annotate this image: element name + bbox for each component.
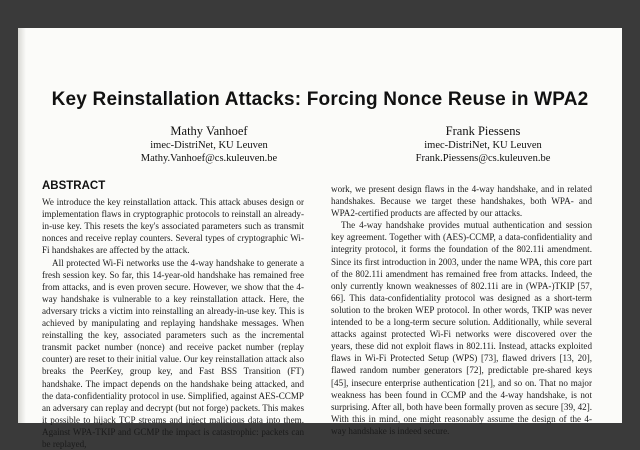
- abstract-paragraph-2: All protected Wi-Fi networks use the 4-way handshake to generate a fresh session key. So far, this 14-year-old handshake has remained free from attacks, and is even proven secure. However, we show that the 4-way handshake is vulnerable to a key reinstallation attack. Here, the adversary tricks a victim into reinstalling an already-in-use key. This is achieved by manipulating and replaying handshake messages. When reinstalling the key, associated parameters such as the incremental transmit packet number (nonce) and receive packet number (replay counter) are reset to their initial value. Our key reinstallation attack also breaks the PeerKey, group key, and Fast BSS Transition (FT) handshake. The impact depends on the handshake being attacked, and the data-confidentiality protocol in use. Simplified, against AES-CCMP an adversary can replay and decrypt (but not forge) packets. This makes it possible to hijack TCP streams and inject malicious data into them. Against WPA-TKIP and GCMP the impact is catastrophic: packets can be replayed,: [42, 257, 304, 449]
- abstract-paragraph-1: We introduce the key reinstallation attack. This attack abuses design or implementation flaws in cryptographic protocols to reinstall an already-in-use key. This resets the key's associated parameters such as transmit nonces and receive replay counters. Several types of cryptographic Wi-Fi handshakes are affected by the attack.: [42, 197, 304, 256]
- author-email[interactable]: Mathy.Vanhoef@cs.kuleuven.be: [140, 153, 278, 164]
- abstract-heading: ABSTRACT: [42, 180, 106, 192]
- author-block-2: [373, 124, 593, 165]
- right-column: [331, 183, 592, 437]
- intro-paragraph-continued: work, we present design flaws in the 4-way handshake, and in related handshakes. Because we target these handshakes, both WPA- and WPA2-certified products are affected by our attacks.: [331, 184, 592, 219]
- intro-paragraph: The 4-way handshake provides mutual authentication and session key agreement. Together with (AES)-CCMP, a data-confidentiality and integrity protocol, it forms the foundation of the 802.11i amendment. Since its first introduction in 2003, under the name WPA, this core part of the 802.11i amendment has remained free from attacks. Indeed, the only currently known weaknesses of 802.11i are in (WPA-)TKIP [57, 66]. This data-confidentiality protocol was designed as a short-term solution to the broken WEP protocol. In other words, TKIP was never intended to be a long-term secure solution. Additionally, while several attacks against protected Wi-Fi networks were discovered over the years, these did not exploit flaws in 802.11i. Instead, attacks exploited flaws in Wi-Fi Protected Setup (WPS) [73], flawed drivers [13, 20], flawed random number generators [72], predictable pre-shared keys [45], insecure enterprise authentication [21], and so on. That no major weakness has been found in CCMP and the 4-way handshake, is not surprising. After all, both have been formally proven as secure [39, 42]. With this in mind, one might reasonably assume the design of the 4-way handshake is indeed secure.: [331, 220, 592, 436]
- paper-page: [18, 28, 622, 449]
- author-affiliation: imec-DistriNet, KU Leuven: [424, 140, 542, 151]
- author-block-1: [99, 124, 319, 165]
- left-column: [42, 180, 304, 450]
- page-edge-shadow: [18, 28, 26, 423]
- paper-title: Key Reinstallation Attacks: Forcing Nonce Reuse in WPA2: [51, 89, 589, 110]
- author-affiliation: imec-DistriNet, KU Leuven: [150, 140, 268, 151]
- author-name: Mathy Vanhoef: [170, 124, 248, 138]
- author-email[interactable]: Frank.Piessens@cs.kuleuven.be: [415, 153, 551, 164]
- author-name: Frank Piessens: [445, 124, 521, 138]
